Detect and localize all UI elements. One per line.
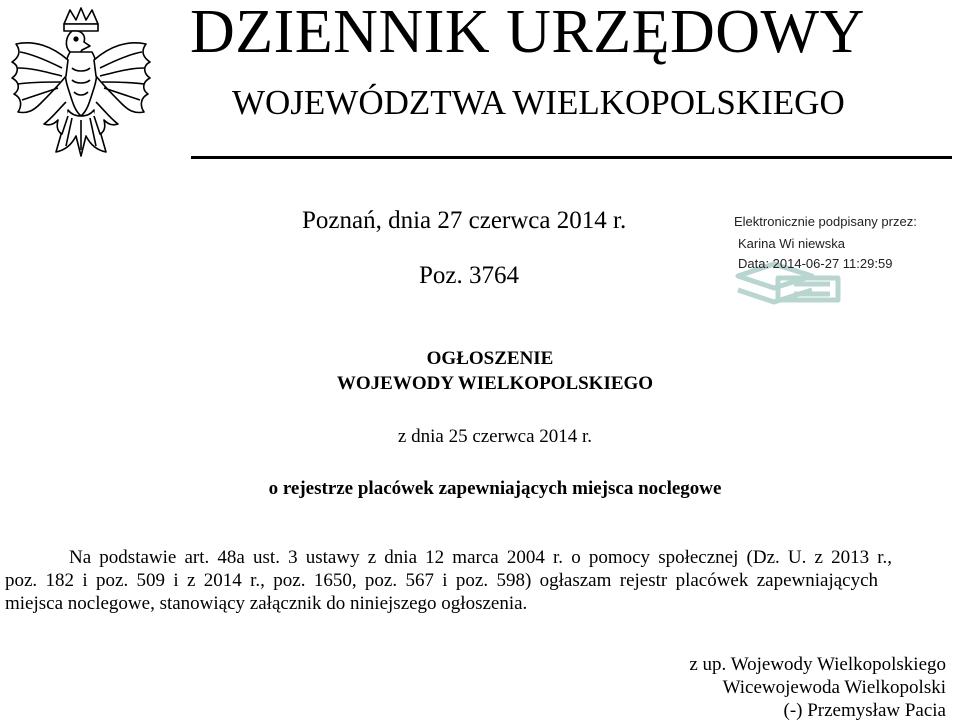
announcement-body bbox=[5, 546, 950, 615]
body-line: poz. 182 i poz. 509 i z 2014 r., poz. 1650, poz. 567 i poz. 598) ogłaszam rejestr placówek zapewniających bbox=[5, 570, 879, 591]
header-divider bbox=[191, 156, 952, 159]
announcement-date: z dnia 25 czerwca 2014 r. bbox=[397, 426, 593, 447]
position-number: Poz. 3764 bbox=[419, 262, 519, 289]
body-line: miejsca noclegowe, stanowiący załącznik do niniejszego ogłoszenia. bbox=[5, 593, 528, 614]
journal-title: DZIENNIK URZĘDOWY bbox=[190, 0, 865, 66]
signatory-title: Wicewojewoda Wielkopolski bbox=[722, 677, 946, 698]
announcement-issuer: WOJEWODY WIELKOPOLSKIEGO bbox=[336, 373, 654, 394]
announcement-type: OGŁOSZENIE bbox=[426, 348, 554, 369]
signatory-name: (-) Przemysław Pacia bbox=[783, 700, 946, 721]
body-line: Na podstawie art. 48a ust. 3 ustawy z dnia 12 marca 2004 r. o pomocy społecznej (Dz. U. z 2013 r., bbox=[69, 547, 893, 568]
signature-heading: Elektronicznie podpisany przez: bbox=[734, 214, 917, 229]
journal-subtitle: WOJEWÓDZTWA WIELKOPOLSKIEGO bbox=[232, 83, 845, 122]
signer-name: Karina Wi niewska bbox=[738, 236, 845, 251]
electronic-signature bbox=[734, 210, 934, 310]
white-eagle-emblem-icon bbox=[6, 6, 156, 176]
signatory-block bbox=[689, 653, 946, 722]
place-date: Poznań, dnia 27 czerwca 2014 r. bbox=[302, 207, 627, 234]
announcement-subject: o rejestrze placówek zapewniających miejsca noclegowe bbox=[268, 478, 722, 499]
signature-date: Data: 2014-06-27 11:29:59 bbox=[738, 256, 893, 271]
signatory-authority: z up. Wojewody Wielkopolskiego bbox=[689, 654, 946, 675]
